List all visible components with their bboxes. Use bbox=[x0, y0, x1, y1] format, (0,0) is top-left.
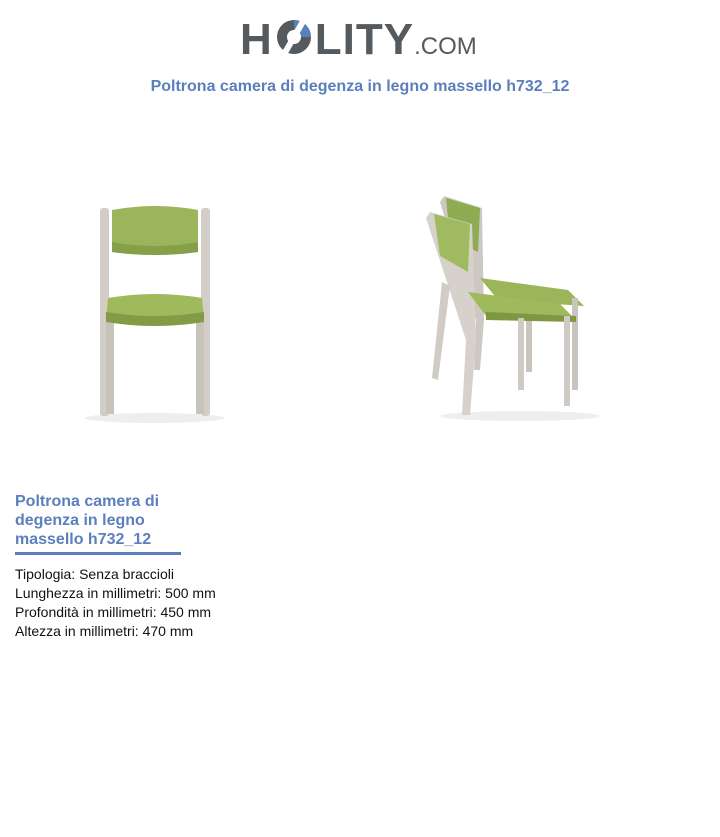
spec-altezza: Altezza in millimetri: 470 mm bbox=[15, 623, 194, 639]
spec-profondita: Profondità in millimetri: 450 mm bbox=[15, 604, 212, 620]
chairs-stacked-photo bbox=[420, 190, 620, 430]
logo-domain: .COM bbox=[414, 33, 477, 60]
product-photos bbox=[0, 160, 720, 460]
logo-letters: LITY bbox=[314, 15, 415, 64]
product-specs bbox=[15, 565, 216, 641]
spec-lunghezza: Lunghezza in millimetri: 500 mm bbox=[15, 585, 216, 601]
page-title: Poltrona camera di degenza in legno massello h732_12 bbox=[150, 78, 570, 95]
logo-letter-h: H bbox=[240, 15, 273, 64]
spec-tipologia: Tipologia: Senza braccioli bbox=[15, 566, 175, 582]
chair-front-photo bbox=[70, 190, 250, 430]
holity-logo[interactable] bbox=[240, 12, 490, 68]
heading-divider bbox=[15, 552, 181, 555]
product-heading: Poltrona camera di degenza in legno massello h732_12 bbox=[15, 493, 160, 548]
logo-o-icon bbox=[274, 15, 314, 55]
